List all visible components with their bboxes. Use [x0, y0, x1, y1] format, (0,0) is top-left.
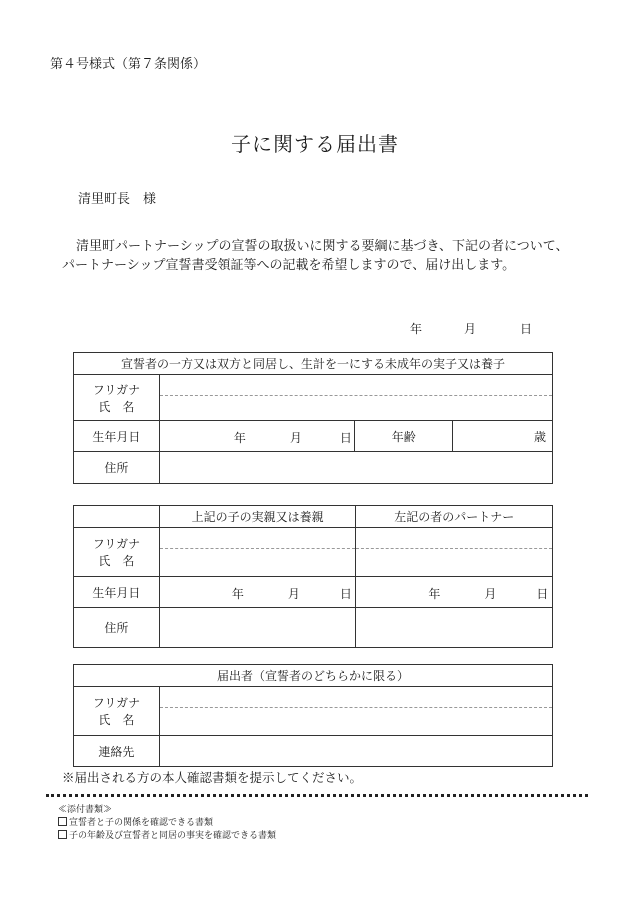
dob-day-unit: 日 [339, 431, 352, 445]
notifier-name-field[interactable] [159, 687, 552, 736]
date-day: 日 [520, 322, 533, 336]
partner-name-field[interactable] [356, 528, 553, 577]
name-label: 氏 名 [98, 554, 135, 568]
child-age-field[interactable] [453, 421, 553, 452]
dob-day-unit: 日 [339, 587, 352, 601]
checkbox-icon[interactable] [58, 817, 67, 826]
name-label: 氏 名 [98, 399, 135, 414]
attachment-item-label: 宣誓者と子の関係を確認できる書類 [69, 818, 214, 828]
partner-furigana-field[interactable] [356, 528, 552, 549]
child-age-label: 年齢 [355, 421, 453, 452]
dob-month-unit: 月 [287, 587, 300, 601]
age-unit: 歳 [533, 429, 546, 444]
parent-furigana-field[interactable] [160, 528, 356, 549]
partner-col-header: 左記の者のパートナー [356, 506, 553, 528]
dob-day-unit: 日 [536, 587, 549, 601]
dob-year-unit: 年 [428, 587, 441, 601]
parent-dob-field[interactable] [159, 577, 356, 608]
dob-year-unit: 年 [231, 587, 244, 601]
child-kanji-name-field[interactable] [160, 396, 552, 420]
furigana-label: フリガナ [92, 382, 141, 397]
furigana-label: フリガナ [92, 696, 141, 710]
dob-month-unit: 月 [289, 431, 302, 445]
parent-table [73, 505, 553, 648]
body-text [62, 237, 592, 275]
child-address-field[interactable] [159, 452, 552, 484]
form-number: 第４号様式（第７条関係） [50, 57, 207, 72]
attachments-heading: ≪添付書類≫ [58, 805, 113, 815]
child-table [73, 352, 553, 484]
body-line-2: パートナーシップ宣誓書受領証等への記載を希望しますので、届け出します。 [62, 258, 516, 273]
child-table-header: 宣誓者の一方又は双方と同居し、生計を一にする未成年の実子又は養子 [74, 353, 553, 375]
notifier-contact-field[interactable] [159, 736, 552, 767]
name-label: 氏 名 [98, 713, 135, 727]
furigana-label: フリガナ [92, 537, 141, 551]
child-name-label [74, 375, 160, 421]
child-name-field[interactable] [159, 375, 552, 421]
body-line-1: 清里町パートナーシップの宣誓の取扱いに関する要綱に基づき、下記の者について、 [76, 239, 569, 254]
dob-year-unit: 年 [233, 431, 246, 445]
notifier-furigana-field[interactable] [160, 687, 552, 708]
parent-name-field[interactable] [159, 528, 356, 577]
dotted-divider [46, 794, 588, 797]
notifier-table [73, 664, 553, 767]
submission-date[interactable] [410, 320, 532, 337]
date-year: 年 [410, 322, 423, 336]
page-title: 子に関する届出書 [231, 132, 399, 156]
notifier-table-header: 届出者（宣誓者のどちらかに限る） [74, 665, 553, 687]
partner-dob-field[interactable] [356, 577, 553, 608]
parent-kanji-name-field[interactable] [160, 549, 356, 576]
parent-name-label [74, 528, 160, 577]
child-address-label: 住所 [74, 452, 160, 484]
dob-month-unit: 月 [484, 587, 497, 601]
parent-col-header: 上記の子の実親又は養親 [159, 506, 356, 528]
addressee: 清里町長 様 [78, 192, 157, 207]
partner-address-field[interactable] [356, 608, 553, 648]
id-note: ※届出される方の本人確認書類を提示してください。 [62, 770, 363, 785]
attachment-item-label: 子の年齢及び宣誓者と同居の事実を確認できる書類 [69, 831, 277, 841]
notifier-contact-label: 連絡先 [74, 736, 160, 767]
date-month: 月 [464, 322, 477, 336]
notifier-kanji-name-field[interactable] [160, 708, 552, 735]
child-furigana-field[interactable] [160, 375, 552, 396]
checkbox-icon[interactable] [58, 830, 67, 839]
child-dob-field[interactable] [159, 421, 355, 452]
parent-dob-label: 生年月日 [74, 577, 160, 608]
child-dob-label: 生年月日 [74, 421, 160, 452]
parent-table-corner [74, 506, 160, 528]
attachment-item[interactable] [58, 828, 276, 841]
parent-address-label: 住所 [74, 608, 160, 648]
partner-kanji-name-field[interactable] [356, 549, 552, 576]
attachment-item[interactable] [58, 815, 213, 828]
parent-address-field[interactable] [159, 608, 356, 648]
notifier-name-label [74, 687, 160, 736]
